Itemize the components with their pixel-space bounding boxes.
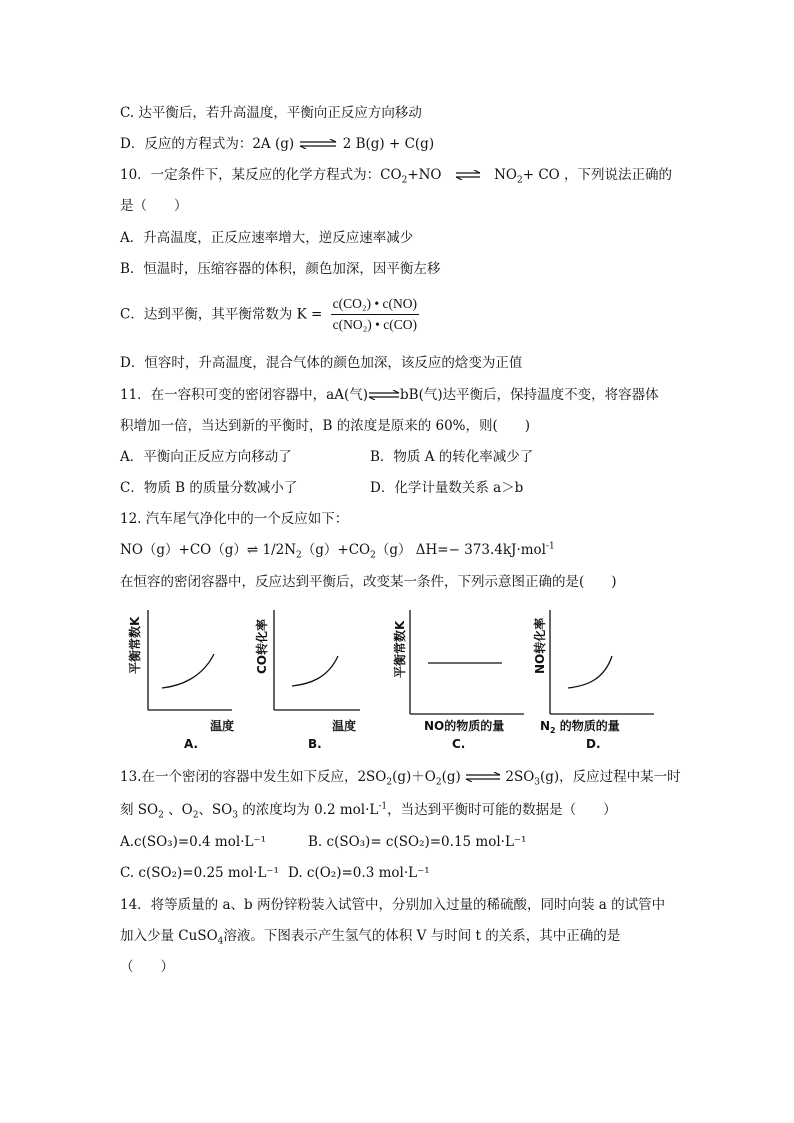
question-text: 、SO	[198, 802, 233, 818]
option-text: B．恒温时，压缩容器的体积，颜色加深，因平衡左移	[120, 261, 441, 277]
graph-y-label: 平衡常数K	[393, 620, 407, 678]
question-11	[120, 386, 659, 405]
option-11a	[120, 448, 292, 466]
option-text: D．恒容时，升高温度，混合气体的颜色加深，该反应的焓变为正值	[120, 355, 523, 371]
superscript: -1	[378, 801, 388, 812]
question-text: （ ）	[120, 959, 174, 975]
question-text: 的浓度均为 0.2 mol·L	[238, 802, 379, 818]
graph-x-label: 温度	[210, 719, 235, 733]
question-14-blank	[120, 958, 174, 976]
equilibrium-arrow-icon	[454, 167, 482, 185]
question-text: ，当达到平衡时可能的数据是（ ）	[387, 802, 617, 818]
graph-x-label: NO的物质的量	[424, 719, 505, 733]
equilibrium-arrow-icon	[298, 136, 338, 154]
option-13b	[308, 833, 526, 851]
question-text: NO	[494, 167, 517, 183]
graph-y-label: CO转化率	[255, 618, 269, 674]
option-text: A.c(SO₃)=0.4 mol·L⁻¹	[120, 834, 266, 850]
graph-y-label: NO转化率	[533, 617, 547, 674]
question-text: (g)，反应过程中某一时	[540, 769, 681, 785]
superscript: -1	[546, 541, 555, 552]
question-text: + CO ，下列说法正确的	[522, 167, 673, 183]
question-text: 12. 汽车尾气净化中的一个反应如下：	[120, 511, 349, 527]
option-text: D．反应的方程式为：2A (g)	[120, 136, 299, 152]
question-text: （g）+CO	[301, 542, 371, 558]
question-text: 刻 SO	[120, 802, 159, 818]
option-10a	[120, 229, 413, 247]
subscript: 2	[296, 550, 302, 561]
graph-x-label: 温度	[332, 719, 357, 733]
question-text: bB(气)达平衡后，保持温度不变，将容器体	[400, 387, 659, 403]
curve	[162, 654, 214, 688]
option-10b	[120, 260, 440, 278]
option-11c	[120, 479, 297, 497]
fraction-numerator: c(CO₂) • c(NO)	[331, 294, 419, 315]
subscript: 2	[158, 810, 164, 821]
option-text: 2 B(g) + C(g)	[338, 136, 435, 152]
graph-caption: B.	[308, 737, 322, 751]
question-text: +NO	[407, 167, 446, 183]
option-text: B. c(SO₃)= c(SO₂)=0.15 mol·L⁻¹	[308, 834, 527, 850]
subscript: 3	[232, 810, 238, 821]
option-text: A．升高温度，正反应速率增大，逆反应速率减少	[120, 230, 414, 246]
option-text: C．物质 B 的质量分数减小了	[120, 480, 298, 496]
option-11d	[370, 479, 523, 497]
question-10-blank	[120, 197, 188, 215]
option-13d	[288, 864, 430, 882]
option-text: D. c(O₂)=0.3 mol·L⁻¹	[288, 865, 430, 881]
question-text: 11．在一容积可变的密闭容器中，aA(气)	[120, 387, 369, 403]
question-text: 13.在一个密闭的容器中发生如下反应，2SO	[120, 769, 387, 785]
graph-x-label: $N_2$ 的物质的量	[540, 719, 620, 735]
graph-caption: A.	[184, 737, 199, 751]
question-text: （g） ΔH=− 373.4kJ·mol	[375, 542, 546, 558]
question-10	[120, 166, 672, 185]
option-10c	[120, 294, 419, 335]
option-13c	[120, 864, 279, 882]
option-10d	[120, 354, 522, 372]
graph-caption: C.	[452, 737, 466, 751]
subscript: 2	[192, 810, 199, 821]
question-text: 、O	[163, 802, 193, 818]
question-text: 是（ ）	[120, 198, 188, 214]
subscript: 2	[401, 175, 408, 186]
option-text: A．平衡向正反应方向移动了	[120, 449, 292, 465]
graph-b	[250, 602, 370, 752]
graph-a	[122, 602, 242, 752]
equilibrium-constant-fraction	[331, 294, 419, 335]
option-text: C. 达平衡后，若升高温度，平衡向正反应方向移动	[120, 105, 422, 121]
question-text: 10．一定条件下，某反应的化学方程式为：CO	[120, 167, 402, 183]
option-9d	[120, 135, 434, 154]
question-text: 14．将等质量的 a、b 两份锌粉装入试管中，分别加入过量的稀硫酸，同时向装 a 的试管中	[120, 897, 666, 913]
subscript: 2	[516, 175, 523, 186]
option-text: C．达到平衡，其平衡常数为 K =	[120, 306, 323, 323]
subscript: 4	[217, 936, 224, 947]
question-text: 加入少量 CuSO	[120, 928, 218, 944]
equilibrium-arrow-icon	[368, 387, 400, 405]
subscript: 2	[435, 777, 442, 788]
question-text: 溶液。下图表示产生氢气的体积 V 与时间 t 的关系，其中正确的是	[223, 928, 621, 944]
question-text: 2SO	[501, 769, 535, 785]
question-13-cont	[120, 801, 617, 819]
graph-caption: D.	[586, 737, 601, 751]
curve	[568, 656, 612, 688]
question-text: (g)＋O	[392, 769, 436, 785]
question-text: 积增加一倍，当达到新的平衡时，B 的浓度是原来的 60%，则( )	[120, 418, 531, 434]
subscript: 3	[534, 777, 540, 788]
option-text: B．物质 A 的转化率减少了	[370, 449, 534, 465]
option-text: C. c(SO₂)=0.25 mol·L⁻¹	[120, 865, 279, 881]
option-11b	[370, 448, 533, 466]
option-text: D．化学计量数关系 a＞b	[370, 480, 524, 496]
question-13	[120, 768, 681, 787]
subscript: 2	[386, 777, 393, 788]
question-14	[120, 896, 665, 914]
question-12-reaction	[120, 541, 555, 559]
question-text: (g)	[441, 769, 466, 785]
graph-d	[530, 602, 660, 752]
subscript: 2	[370, 550, 376, 561]
question-text: NO（g）+CO（g）⇌ 1/2N	[120, 542, 297, 558]
option-13a	[120, 833, 266, 851]
question-12-prompt	[120, 573, 617, 591]
option-9c	[120, 104, 422, 122]
question-text: 在恒容的密闭容器中，反应达到平衡后，改变某一条件，下列示意图正确的是( )	[120, 574, 617, 590]
fraction-denominator: c(NO₂) • c(CO)	[332, 317, 418, 332]
equilibrium-arrow-icon	[465, 769, 501, 787]
graph-c	[388, 602, 528, 752]
curve	[292, 656, 338, 686]
question-14-cont	[120, 927, 620, 945]
question-12	[120, 510, 348, 528]
question-11-cont	[120, 417, 530, 435]
graph-y-label: 平衡常数K	[128, 616, 142, 674]
